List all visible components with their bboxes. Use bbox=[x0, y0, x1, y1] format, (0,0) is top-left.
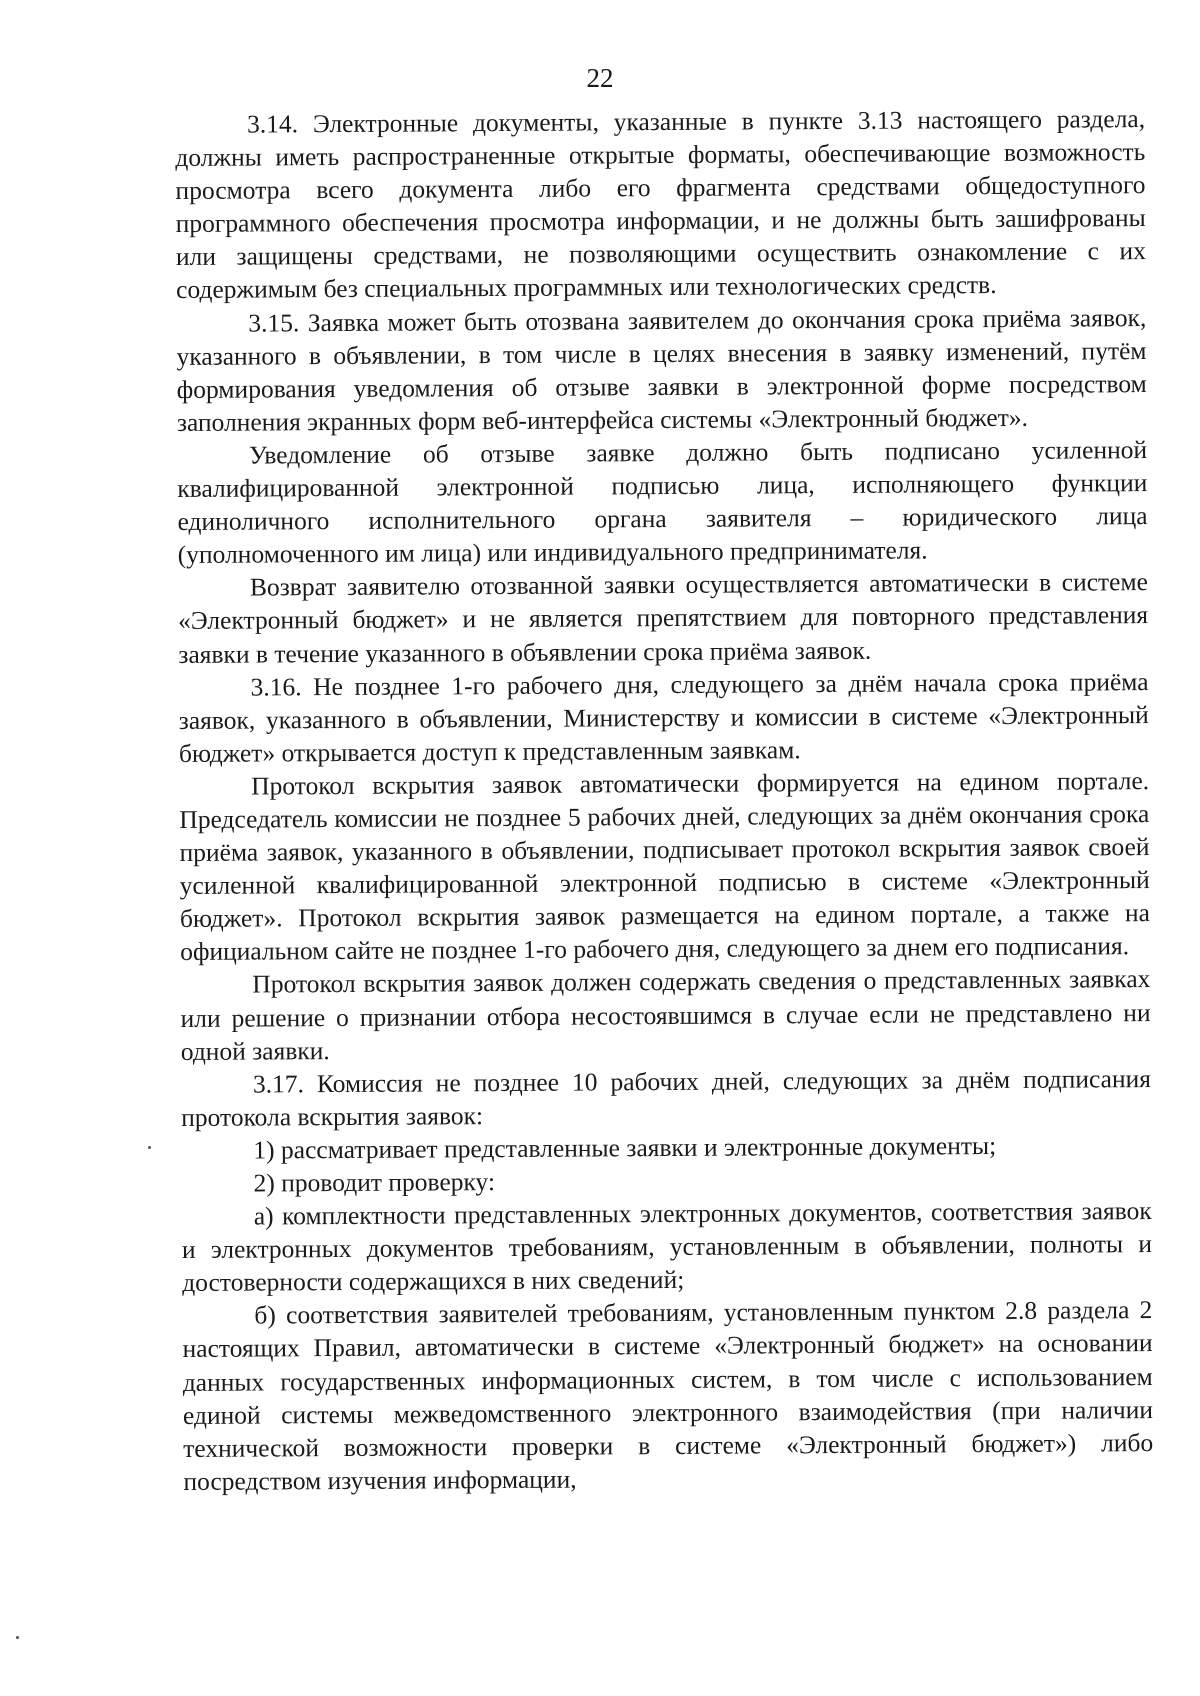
list-item-2: 2) проводит проверку: bbox=[253, 1167, 496, 1198]
list-item-b: б) соответствия заявителей требованиям, установленным пунктом 2.8 раздела 2 настоящих Правил, автоматически в системе «Электронный бюджет» на основании данных государственных информационных систем, в том числе с использованием единой системы межведомственного электронного взаимодействия (при наличии технической возможности проверки в системе «Электронный бюджет») либо посредством изучения информации, bbox=[182, 1295, 1154, 1496]
list-item-1: 1) рассматривает представленные заявки и электронные документы; bbox=[253, 1130, 997, 1165]
paragraph-withdrawal-notice: Уведомление об отзыве заявке должно быть подписано усиленной квалифицированной электронной подписью лица, исполняющего функции единоличного исполнительного органа заявителя – юридического лица (уполномоченного им лица) или индивидуального предпринимателя. bbox=[177, 435, 1148, 570]
list-item-a: а) комплектности представленных электронных документов, соответствия заявок и электронных документов требованиям, установленным в объявлении, полноты и достоверности содержащихся в них сведений; bbox=[181, 1196, 1153, 1298]
paragraph-protocol-contents: Протокол вскрытия заявок должен содержать сведения о представленных заявках или решение о признании отбора несостоявшимся в случае если не представлено ни одной заявки. bbox=[180, 964, 1151, 1066]
paragraph-3-17: 3.17. Комиссия не позднее 10 рабочих дней, следующих за днём подписания протокола вскрытия заявок: bbox=[181, 1063, 1152, 1132]
scan-speck bbox=[148, 1146, 151, 1149]
paragraph-3-15: 3.15. Заявка может быть отозвана заявителем до окончания срока приёма заявок, указанного в объявлении, в том числе в целях внесения в заявку изменений, путём формирования уведомления об отзыве заявки в электронной форме посредством заполнения экранных форм веб-интерфейса системы «Электронный бюджет». bbox=[176, 302, 1147, 437]
paragraph-opening-protocol: Протокол вскрытия заявок автоматически формируется на едином портале. Председатель комиссии не позднее 5 рабочих дней, следующих за днём окончания срока приёма заявок, указанного в объявлении, подписывает протокол вскрытия заявок своей усиленной квалифицированной электронной подписью в системе «Электронный бюджет». Протокол вскрытия заявок размещается на едином портале, а также на официальном сайте не позднее 1-го рабочего дня, следующего за днем его подписания. bbox=[179, 765, 1151, 967]
document-body bbox=[175, 102, 1153, 1498]
paragraph-3-14: 3.14. Электронные документы, указанные в пункте 3.13 настоящего раздела, должны иметь распространенные открытые форматы, обеспечивающие возможность просмотра всего документа либо его фрагмента средствами общедоступного программного обеспечения просмотра информации, и не должны быть зашифрованы или защищены средствами, не позволяющими осуществить ознакомление с их содержимым без специальных программных или технологических средств. bbox=[175, 104, 1146, 305]
scan-speck bbox=[16, 1636, 19, 1639]
page-number: 22 bbox=[586, 63, 614, 93]
paragraph-3-16: 3.16. Не позднее 1-го рабочего дня, следующего за днём начала срока приёма заявок, указанного в объявлении, Министерству и комиссии в системе «Электронный бюджет» открывается доступ к представленным заявкам. bbox=[178, 666, 1149, 768]
paragraph-withdrawal-return: Возврат заявителю отозванной заявки осуществляется автоматически в системе «Электронный бюджет» и не является препятствием для повторного представления заявки в течение указанного в объявлении срока приёма заявок. bbox=[178, 567, 1149, 669]
